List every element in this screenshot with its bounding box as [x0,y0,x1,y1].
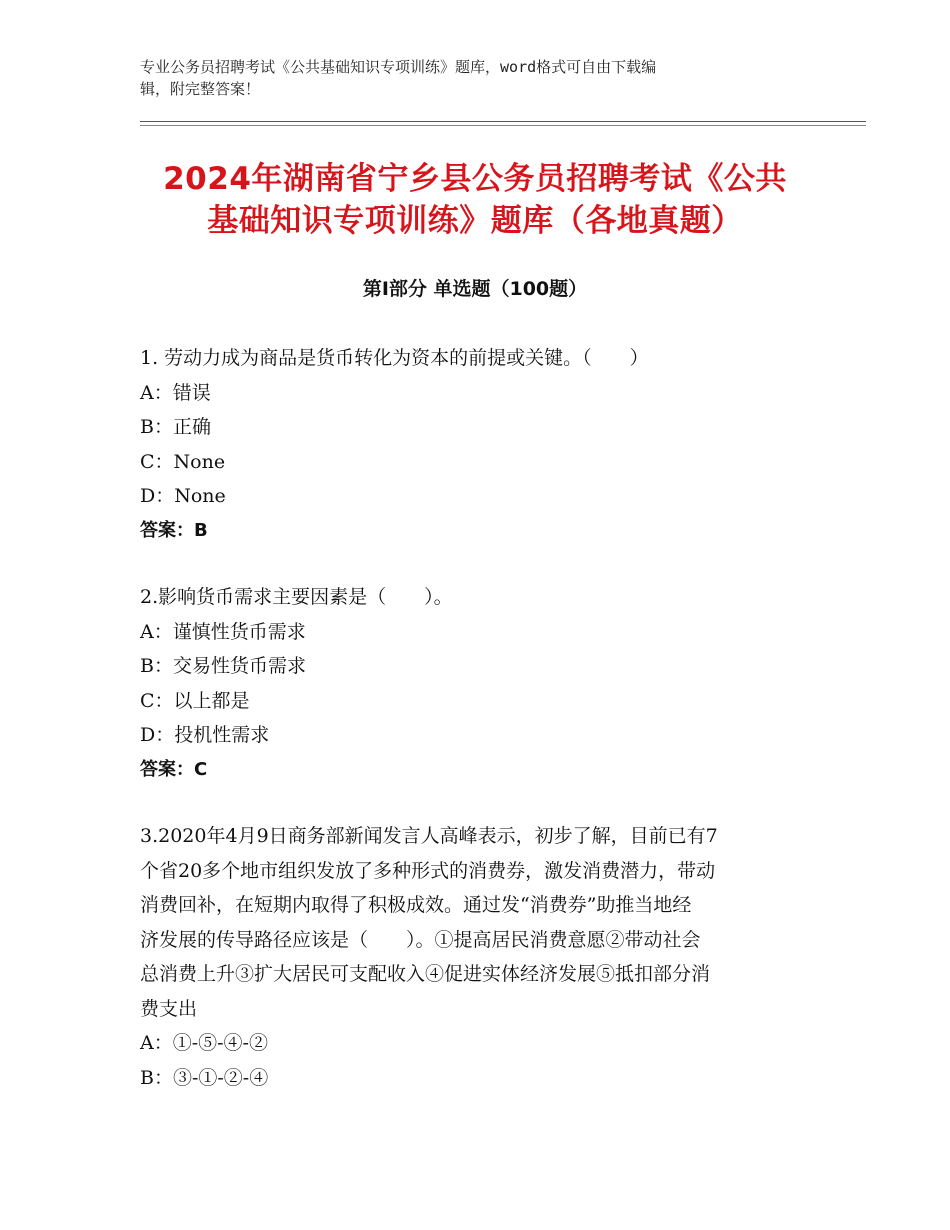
question-2 [140,580,810,787]
question-stem-line: 总消费上升③扩大居民可支配收入④促进实体经济发展⑤抵扣部分消 [140,963,711,985]
document-title-line-1: 2024年湖南省宁乡县公务员招聘考试《公共 [163,161,787,197]
question-stem-line: 消费回补，在短期内取得了积极成效。通过发“消费券”助推当地经 [140,894,692,916]
question-stem-line: 3.2020年4月9日商务部新闻发言人高峰表示，初步了解，目前已有7 [140,825,718,847]
option-d: D：None [140,485,226,507]
question-3 [140,819,810,1095]
header-note-line-1: 专业公务员招聘考试《公共基础知识专项训练》题库，word格式可自由下载编 [140,58,657,76]
option-c: C：以上都是 [140,689,250,712]
option-a: A：错误 [140,381,211,404]
option-a: A：①-⑤-④-② [140,1032,268,1054]
option-a: A：谨慎性货币需求 [140,620,306,643]
question-stem-line: 济发展的传导路径应该是（ ）。①提高居民消费意愿②带动社会 [140,928,701,951]
document-title-line-2: 基础知识专项训练》题库（各地真题） [207,203,743,239]
header-note [140,56,790,100]
question-stem-line: 个省20多个地市组织发放了多种形式的消费券，激发消费潜力，带动 [140,859,716,882]
option-d: D：投机性需求 [140,724,270,746]
header-divider [140,121,866,122]
section-title: 第Ⅰ部分 单选题（100题） [362,278,588,300]
header-divider-thin [140,125,866,126]
option-b: B：正确 [140,416,211,438]
option-b: B：交易性货币需求 [140,655,306,677]
question-1 [140,341,810,548]
option-b: B：③-①-②-④ [140,1066,269,1089]
question-stem: 2.影响货币需求主要因素是（ ）。 [140,586,453,608]
document-title [120,158,830,242]
question-stem-line: 费支出 [140,997,198,1020]
option-c: C：None [140,450,226,473]
answer: 答案：C [140,758,208,780]
question-stem: 1. 劳动力成为商品是货币转化为资本的前提或关键。（ ） [140,347,649,369]
answer: 答案：B [140,519,208,541]
header-note-line-2: 辑，附完整答案！ [140,80,261,98]
